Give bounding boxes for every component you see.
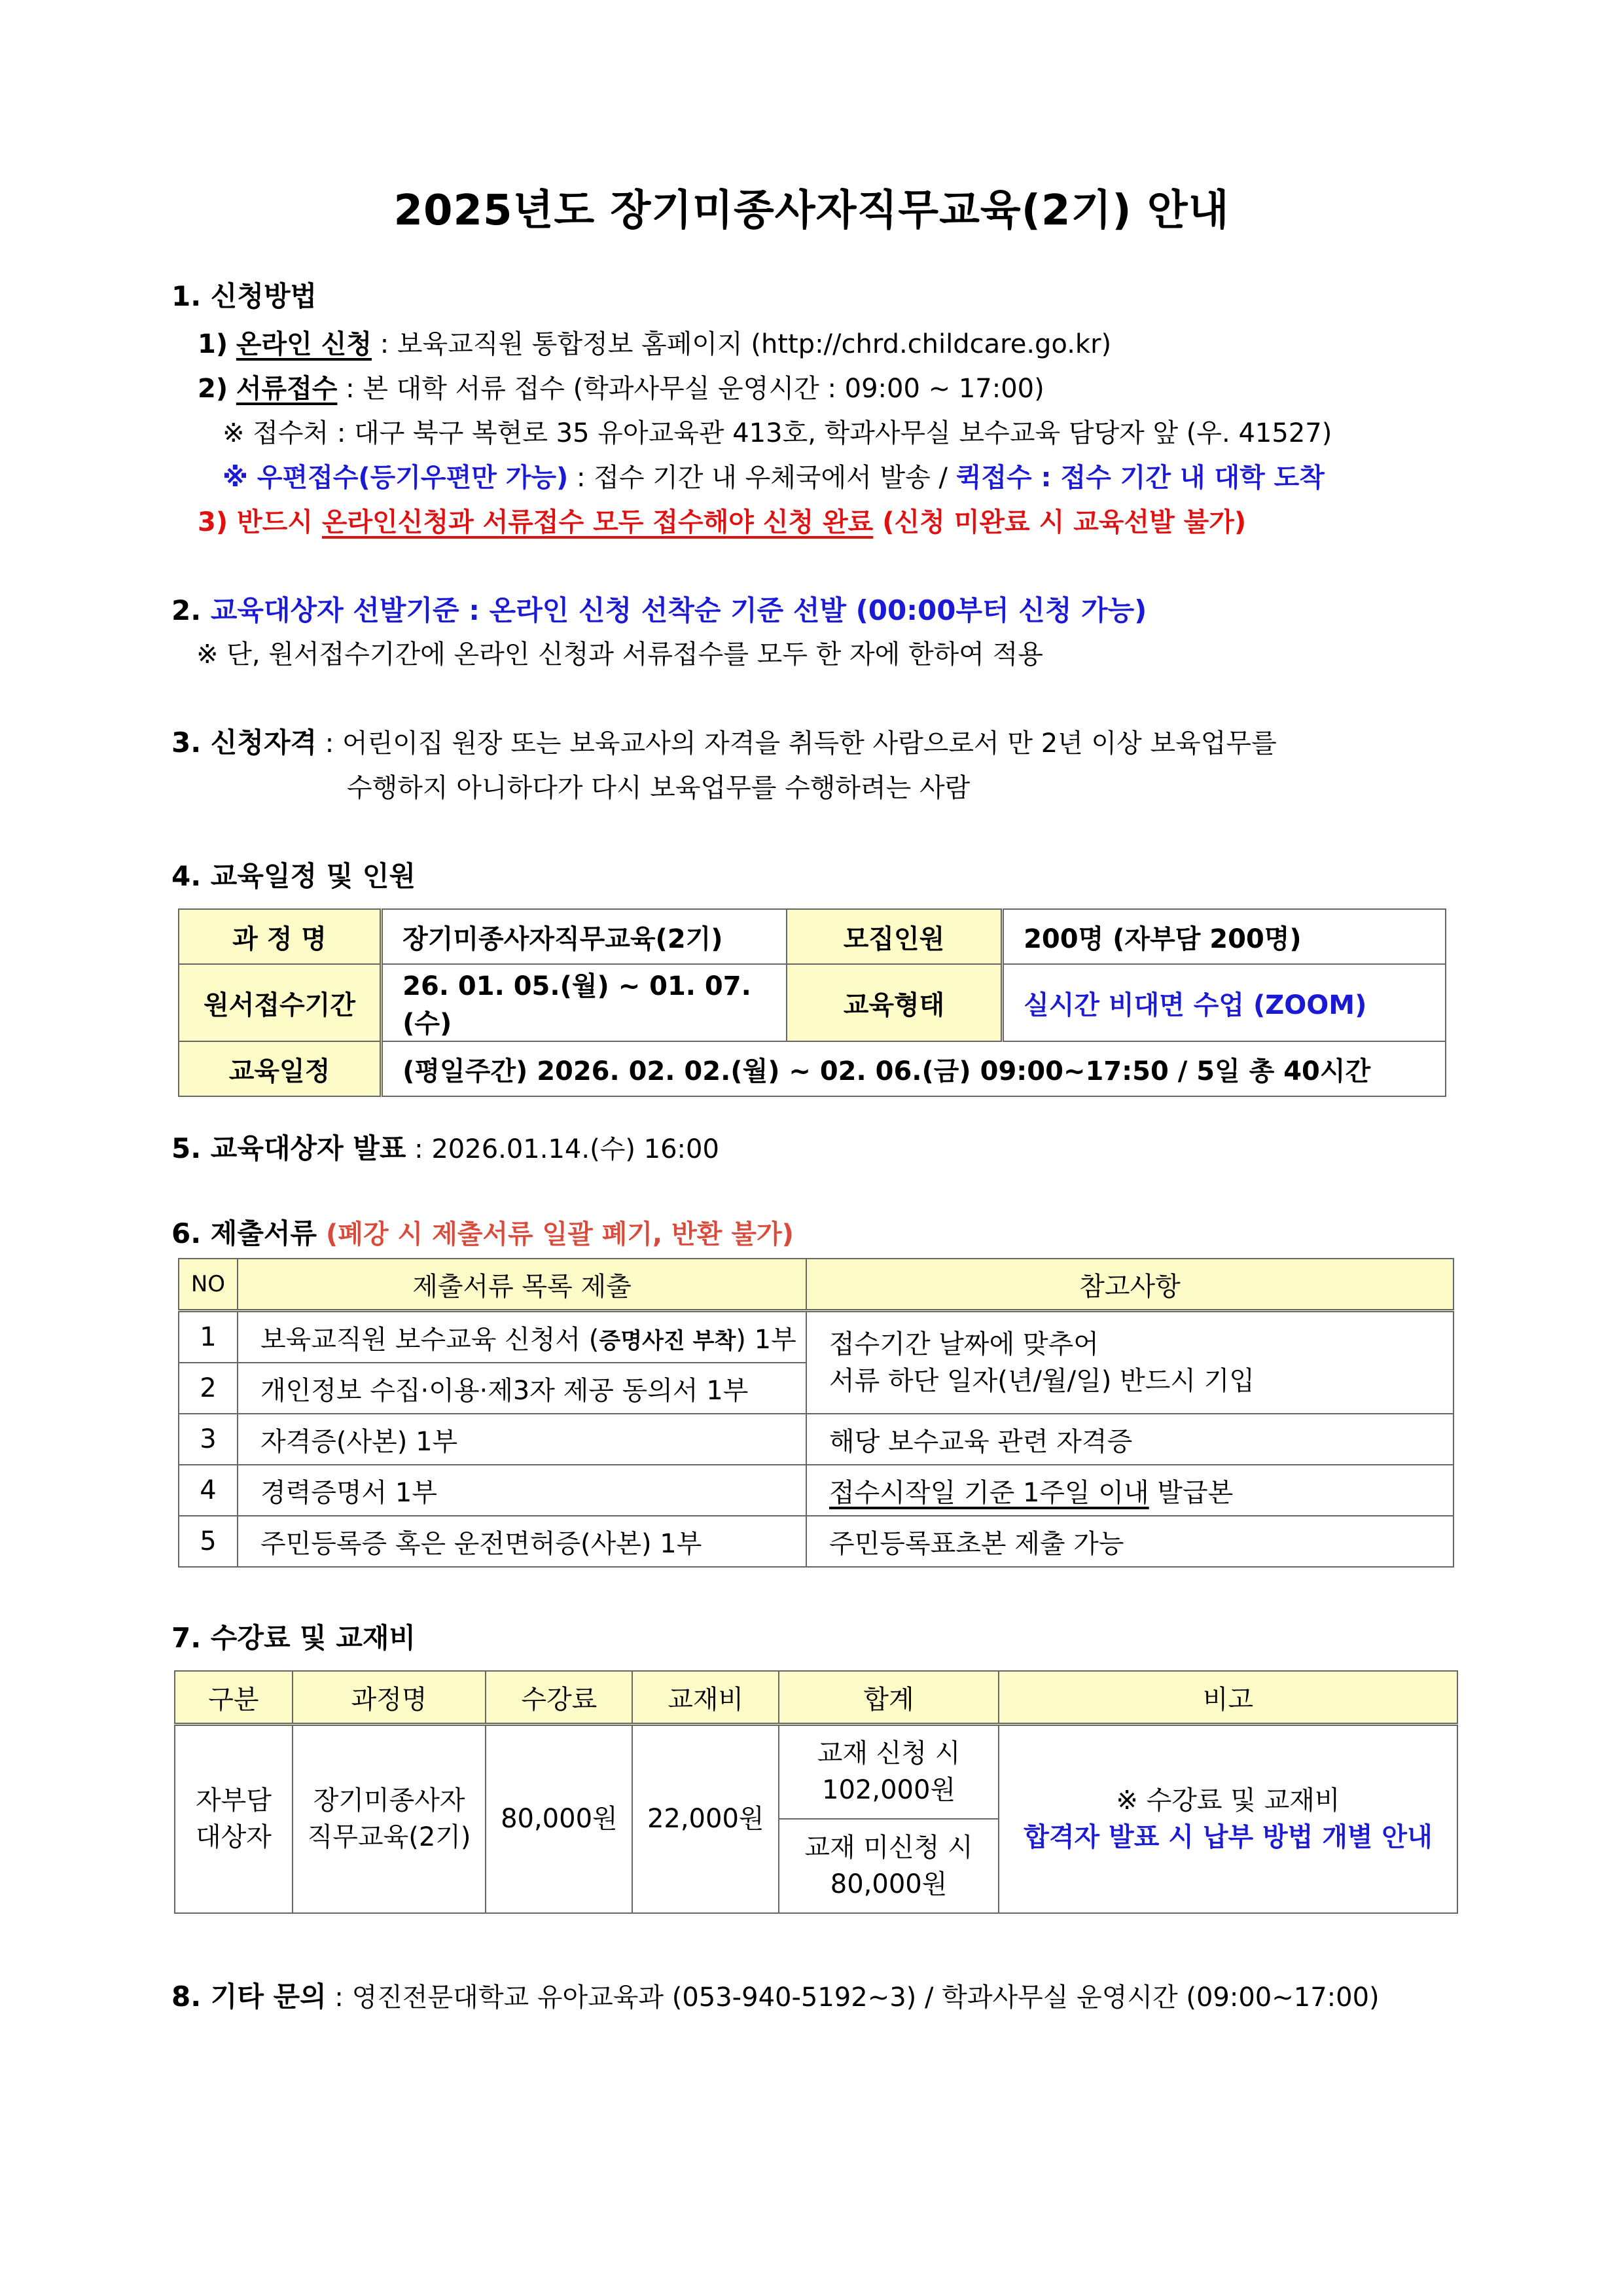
- table-row: [179, 1516, 1454, 1567]
- contact-text: : 영진전문대학교 유아교육과 (053-940-5192~3) / 학과사무실 운영시간 (09:00~17:00): [326, 1982, 1380, 2013]
- document-cell: 자격증(사본) 1부: [238, 1414, 806, 1465]
- warning-underlined: 온라인신청과 서류접수 모두 접수해야 신청 완료: [321, 507, 874, 537]
- eligibility-text-1: : 어린이집 원장 또는 보육교사의 자격을 취득한 사람으로서 만 2년 이상 보육업무를: [317, 728, 1277, 759]
- row-number: 4: [179, 1465, 238, 1516]
- section-4-heading: 4. 교육일정 및 인원: [171, 860, 416, 892]
- column-header-note: 비고: [999, 1671, 1457, 1725]
- table-row: [175, 1725, 1457, 1819]
- reference-underlined: 접수시작일 기준 1주일 이내: [829, 1477, 1149, 1508]
- category-line-2: 대상자: [195, 1822, 272, 1853]
- total-without-book-amount: 80,000원: [830, 1869, 948, 1899]
- course-line-2: 직무교육(2기): [307, 1822, 471, 1853]
- warning-suffix: (신청 미완료 시 교육선발 불가): [873, 507, 1247, 537]
- category-cell: [175, 1725, 293, 1913]
- table-row: [179, 1414, 1454, 1465]
- eligibility-text-2: 수행하지 아니하다가 다시 보육업무를 수행하려는 사람: [347, 773, 971, 803]
- table-row: [179, 1465, 1454, 1516]
- course-line-1: 장기미종사자: [313, 1785, 465, 1816]
- section-1-heading: 1. 신청방법: [171, 280, 317, 312]
- quick-submission-label: 퀵접수 : 접수 기간 내 대학 도착: [955, 463, 1325, 493]
- table-row: [179, 1311, 1454, 1363]
- warning-prefix: 3) 반드시: [198, 507, 322, 537]
- announcement-label: 5. 교육대상자 발표: [171, 1132, 406, 1164]
- column-header-documents: 제출서류 목록 제출: [238, 1259, 806, 1311]
- row-number: 1: [179, 1311, 238, 1363]
- document-text: 보육교직원 보수교육 신청서 (: [260, 1324, 599, 1355]
- total-with-book-amount: 102,000원: [822, 1775, 956, 1806]
- row-number: 5: [179, 1516, 238, 1567]
- column-header-no: NO: [179, 1259, 238, 1311]
- education-schedule-value: (평일주간) 2026. 02. 02.(월) ~ 02. 06.(금) 09:00~17:50 / 5일 총 40시간: [382, 1041, 1446, 1096]
- document-cell: [238, 1311, 806, 1363]
- row-number: 3: [179, 1414, 238, 1465]
- online-application-line: [198, 323, 1111, 361]
- documents-label: 6. 제출서류: [171, 1217, 317, 1249]
- selection-criteria-note: ※ 단, 원서접수기간에 온라인 신청과 서류접수를 모두 한 자에 한하여 적용: [196, 639, 1043, 670]
- section-3-heading: [171, 721, 1277, 761]
- column-header-reference: 참고사항: [806, 1259, 1454, 1311]
- document-cell: 경력증명서 1부: [238, 1465, 806, 1516]
- section-6-heading: [171, 1212, 794, 1251]
- row-number: 2: [179, 1363, 238, 1414]
- completion-warning-line: [198, 501, 1246, 539]
- postal-submission-note: [223, 457, 1325, 494]
- selection-criteria-text: 교육대상자 선발기준 : 온라인 신청 선착순 기준 선발 (00:00부터 신청 가능): [210, 594, 1147, 626]
- column-header-course: 과정명: [293, 1671, 486, 1725]
- table-header-row: [179, 1259, 1454, 1311]
- section-2-number: 2.: [171, 594, 211, 626]
- payment-note-line-1: ※ 수강료 및 교재비: [1116, 1785, 1340, 1816]
- table-row: [179, 964, 1446, 1041]
- documents-disclaimer: (폐강 시 제출서류 일괄 폐기, 반환 불가): [317, 1219, 794, 1249]
- photo-attach-text: 증명사진 부착: [599, 1327, 736, 1354]
- column-header-total: 합계: [779, 1671, 999, 1725]
- document-cell: 개인정보 수집·이용·제3자 제공 동의서 1부: [238, 1363, 806, 1414]
- item-number: 1): [198, 329, 228, 359]
- section-2-heading: [171, 589, 1147, 628]
- document-submission-label: 서류접수: [236, 374, 338, 404]
- table-header-row: [175, 1671, 1457, 1725]
- postal-submission-text: : 접수 기간 내 우체국에서 발송 /: [568, 463, 956, 493]
- eligibility-label: 3. 신청자격: [171, 726, 317, 759]
- column-header-fee: 수강료: [486, 1671, 632, 1725]
- total-with-book-cell: [779, 1725, 999, 1819]
- table-row: [179, 1041, 1446, 1096]
- payment-note-line-2: 합격자 발표 시 납부 방법 개별 안내: [1024, 1822, 1433, 1853]
- education-type-label: 교육형태: [787, 964, 1003, 1041]
- reference-text: 발급본: [1149, 1477, 1234, 1508]
- tuition-fee-cell: 80,000원: [486, 1725, 632, 1913]
- course-cell: [293, 1725, 486, 1913]
- reference-cell: [806, 1465, 1454, 1516]
- section-7-heading: 7. 수강료 및 교재비: [171, 1622, 416, 1654]
- column-header-book: 교재비: [632, 1671, 779, 1725]
- course-name-label: 과 정 명: [179, 909, 382, 964]
- reference-cell: 주민등록표초본 제출 가능: [806, 1516, 1454, 1567]
- total-with-book-label: 교재 신청 시: [817, 1738, 961, 1769]
- reference-line-2: 서류 하단 일자(년/월/일) 반드시 기입: [829, 1366, 1255, 1396]
- contact-label: 8. 기타 문의: [171, 1981, 327, 2013]
- reference-line-1: 접수기간 날짜에 맞추어: [829, 1329, 1099, 1359]
- book-fee-cell: 22,000원: [632, 1725, 779, 1913]
- fee-table: [174, 1670, 1458, 1914]
- page-title: 2025년도 장기미종사자직무교육(2기) 안내: [393, 187, 1230, 235]
- reference-cell: [806, 1311, 1454, 1414]
- documents-table: [178, 1258, 1454, 1568]
- total-without-book-cell: [779, 1819, 999, 1913]
- table-row: [179, 909, 1446, 964]
- reference-cell: 해당 보수교육 관련 자격증: [806, 1414, 1454, 1465]
- application-period-label: 원서접수기간: [179, 964, 382, 1041]
- online-application-label: 온라인 신청: [236, 329, 372, 359]
- document-cell: 주민등록증 혹은 운전면허증(사본) 1부: [238, 1516, 806, 1567]
- submission-address-note: ※ 접수처 : 대구 북구 복현로 35 유아교육관 413호, 학과사무실 보수교육 담당자 앞 (우. 41527): [223, 418, 1332, 448]
- application-period-value: 26. 01. 05.(월) ~ 01. 07.(수): [382, 964, 787, 1041]
- announcement-date: : 2026.01.14.(수) 16:00: [406, 1134, 719, 1164]
- section-8-heading: [171, 1975, 1380, 2015]
- recruit-label: 모집인원: [787, 909, 1003, 964]
- online-application-text: : 보육교직원 통합정보 홈페이지 (http://chrd.childcare.go.kr): [371, 329, 1112, 359]
- education-schedule-label: 교육일정: [179, 1041, 382, 1096]
- education-type-value: 실시간 비대면 수업 (ZOOM): [1003, 964, 1446, 1041]
- postal-submission-label: ※ 우편접수(등기우편만 가능): [223, 463, 569, 493]
- document-submission-text: : 본 대학 서류 접수 (학과사무실 운영시간 : 09:00 ~ 17:00): [337, 374, 1044, 404]
- category-line-1: 자부담: [195, 1785, 272, 1816]
- section-5-heading: [171, 1127, 719, 1166]
- total-without-book-label: 교재 미신청 시: [804, 1832, 973, 1863]
- document-text-end: ) 1부: [736, 1324, 796, 1355]
- item-number: 2): [198, 374, 228, 404]
- payment-note-cell: [999, 1725, 1457, 1913]
- column-header-category: 구분: [175, 1671, 293, 1725]
- document-submission-line: [198, 368, 1044, 405]
- recruit-value: 200명 (자부담 200명): [1003, 909, 1446, 964]
- schedule-table: [178, 908, 1446, 1097]
- course-name-value: 장기미종사자직무교육(2기): [382, 909, 787, 964]
